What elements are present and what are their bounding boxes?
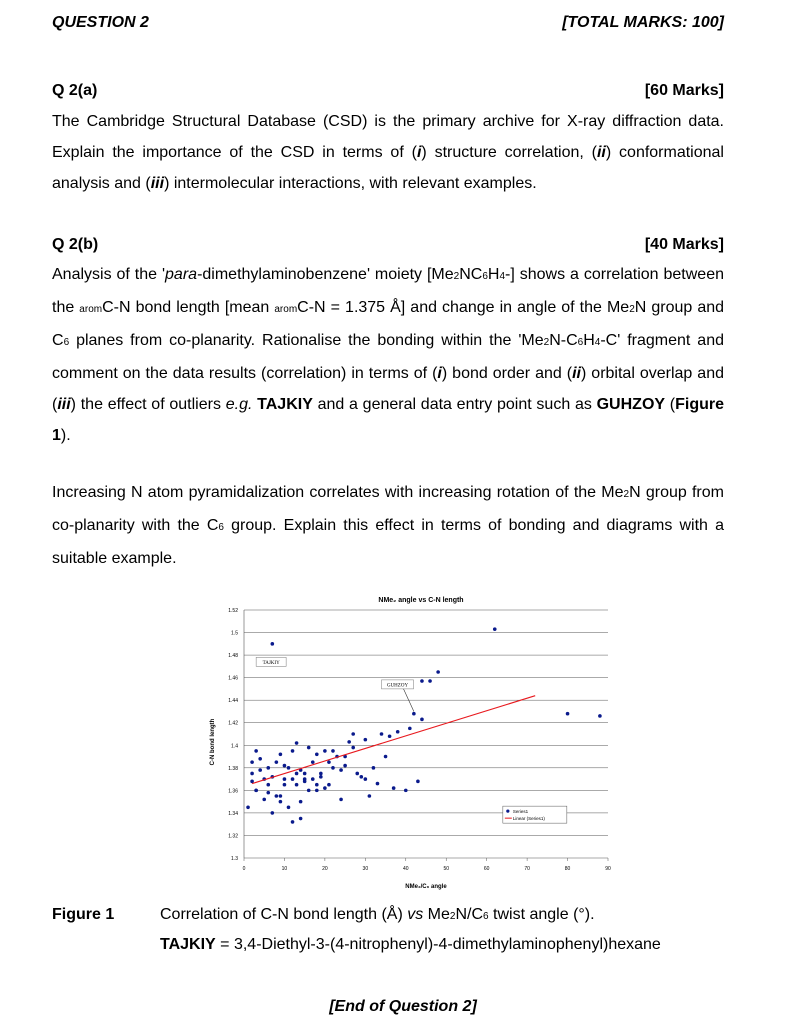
data-point xyxy=(295,772,299,776)
x-tick-label: 20 xyxy=(322,866,328,872)
data-point xyxy=(258,768,262,772)
data-point xyxy=(283,783,287,787)
legend-series-label: Series1 xyxy=(512,809,529,815)
q2b-label: Q 2(b) xyxy=(52,236,99,253)
x-tick-label: 70 xyxy=(524,866,530,872)
x-tick-label: 0 xyxy=(242,866,246,872)
x-tick-label: 50 xyxy=(443,866,450,872)
data-point xyxy=(355,772,359,776)
x-tick-label: 80 xyxy=(564,866,571,872)
y-tick-label: 1.52 xyxy=(228,608,238,614)
total-marks: [TOTAL MARKS: 100] xyxy=(562,14,724,31)
data-point xyxy=(408,727,412,731)
data-point xyxy=(323,786,327,790)
data-point xyxy=(566,712,570,716)
data-point xyxy=(428,679,432,683)
data-point xyxy=(392,786,396,790)
data-point xyxy=(384,755,388,759)
y-tick-label: 1.42 xyxy=(228,720,238,727)
q2b-text: Analysis of the 'para-dimethylaminobenzene' moiety [Me2NC6H4-] shows a correlation between the aromC-N bond length [mean aromC-N = 1.375 Å] and change in angle of the Me2N group and C6 planes from co-planarity. Rationalise the bonding within the 'Me2N-C6H4-C' fragment and comment on the data results (correlation) in terms of (i) bond order and (ii) orbital overlap and (iii) the effect of outliers e.g. TAJKIY and a general data entry point such as GUHZOY (Figure 1). xyxy=(52,266,725,444)
y-tick-label: 1.3 xyxy=(231,856,238,862)
y-tick-label: 1.5 xyxy=(231,630,238,637)
data-point xyxy=(291,749,295,753)
data-point xyxy=(420,679,424,683)
data-point xyxy=(339,768,343,772)
data-point xyxy=(327,783,331,787)
data-point xyxy=(307,746,311,750)
data-point xyxy=(388,734,392,738)
data-point xyxy=(436,670,440,674)
x-tick-label: 40 xyxy=(402,866,409,872)
data-point xyxy=(266,791,270,795)
x-tick-label: 60 xyxy=(483,866,490,872)
data-point xyxy=(598,714,602,718)
chart-xlabel: NMe₂/C₆ angle xyxy=(405,884,447,890)
data-point xyxy=(275,794,279,798)
trendline xyxy=(252,696,535,784)
data-point xyxy=(291,820,295,824)
data-point xyxy=(283,764,287,768)
figure-label: Figure 1 xyxy=(52,906,115,923)
data-point xyxy=(359,775,363,779)
data-point xyxy=(319,775,323,779)
data-point xyxy=(368,794,372,798)
data-point xyxy=(254,749,258,753)
chart-points xyxy=(246,627,601,823)
data-point xyxy=(311,777,315,781)
chart-ticks xyxy=(228,608,611,872)
data-point xyxy=(364,738,368,742)
data-point xyxy=(246,805,250,809)
chart-ylabel: C-N bond length xyxy=(210,718,216,766)
q2a-label: Q 2(a) xyxy=(52,82,98,99)
data-point xyxy=(311,760,315,764)
data-point xyxy=(315,752,319,756)
tajkiy-annotation: TAJKIY xyxy=(262,660,280,666)
question-title: QUESTION 2 xyxy=(52,14,149,31)
data-point xyxy=(258,757,262,761)
data-point xyxy=(347,740,351,744)
data-point xyxy=(331,766,335,770)
x-tick-label: 30 xyxy=(362,866,369,872)
data-point xyxy=(412,712,416,716)
data-point xyxy=(416,780,420,784)
legend-series-marker xyxy=(506,810,509,813)
data-point xyxy=(279,800,283,804)
data-point xyxy=(262,798,266,802)
q2a-marks: [60 Marks] xyxy=(644,82,724,99)
data-point xyxy=(420,718,424,722)
data-point xyxy=(343,764,347,768)
y-tick-label: 1.36 xyxy=(228,788,238,795)
data-point xyxy=(295,741,299,745)
data-point xyxy=(303,772,307,776)
data-point xyxy=(250,780,254,784)
end-of-question: [End of Question 2] xyxy=(329,998,477,1015)
y-tick-label: 1.34 xyxy=(228,810,238,817)
data-point xyxy=(351,732,355,736)
chart-title: NMe₂ angle vs C-N length xyxy=(378,597,464,604)
y-tick-label: 1.32 xyxy=(228,833,238,840)
chart-trendline-group xyxy=(252,696,535,784)
data-point xyxy=(380,732,384,736)
data-point xyxy=(339,798,343,802)
chart-annotations xyxy=(256,657,414,711)
data-point xyxy=(331,749,335,753)
data-point xyxy=(287,766,291,770)
y-tick-label: 1.44 xyxy=(228,698,238,705)
y-tick-label: 1.48 xyxy=(228,653,238,660)
data-point xyxy=(372,766,376,770)
data-point xyxy=(275,760,279,764)
y-tick-label: 1.4 xyxy=(231,743,238,750)
x-tick-label: 90 xyxy=(605,866,611,872)
guhzoy-annotation: GUHZOY xyxy=(386,683,409,689)
data-point xyxy=(327,760,331,764)
data-point xyxy=(291,777,295,781)
q2b-part2-text: Increasing N atom pyramidalization correlates with increasing rotation of the Me2N group from co-planarity with the C6 group. Explain this effect in terms of bonding and diagrams with a suitable example. xyxy=(52,484,724,567)
tajkiy-definition: TAJKIY = 3,4-Diethyl-3-(4-nitrophenyl)-4-dimethylaminophenyl)hexane xyxy=(160,936,661,953)
data-point xyxy=(250,772,254,776)
data-point xyxy=(323,749,327,753)
figure-caption: Correlation of C-N bond length (Å) vs Me2N/C6 twist angle (°). xyxy=(160,906,595,923)
data-point xyxy=(279,794,283,798)
data-point xyxy=(315,789,319,793)
data-point xyxy=(404,789,408,793)
y-tick-label: 1.38 xyxy=(228,765,238,772)
data-point xyxy=(303,777,307,781)
data-point xyxy=(279,752,283,756)
x-tick-label: 10 xyxy=(281,866,288,872)
data-point xyxy=(299,817,303,821)
chart-legend xyxy=(503,806,567,823)
data-point xyxy=(315,783,319,787)
legend-trend-label: Linear (Series1) xyxy=(512,816,545,822)
data-point xyxy=(295,783,299,787)
data-point xyxy=(271,811,275,815)
data-point xyxy=(271,642,275,646)
data-point xyxy=(307,789,311,793)
data-point xyxy=(254,789,258,793)
q2b-marks: [40 Marks] xyxy=(644,236,724,253)
data-point xyxy=(493,627,497,631)
data-point xyxy=(266,783,270,787)
data-point xyxy=(287,805,291,809)
data-point xyxy=(283,777,287,781)
data-point xyxy=(396,730,400,734)
data-point xyxy=(319,772,323,776)
data-point xyxy=(364,777,368,781)
y-tick-label: 1.46 xyxy=(228,675,238,682)
data-point xyxy=(299,800,303,804)
data-point xyxy=(351,746,355,750)
q2a-text: The Cambridge Structural Database (CSD) is the primary archive for X-ray diffraction data. Explain the importance of the CSD in terms of (i) structure correlation, (ii) conformational analysis and (iii) intermolecular interactions, with relevant examples. xyxy=(52,113,724,192)
scatter-chart xyxy=(196,592,616,892)
data-point xyxy=(376,782,380,786)
data-point xyxy=(250,760,254,764)
data-point xyxy=(266,766,270,770)
